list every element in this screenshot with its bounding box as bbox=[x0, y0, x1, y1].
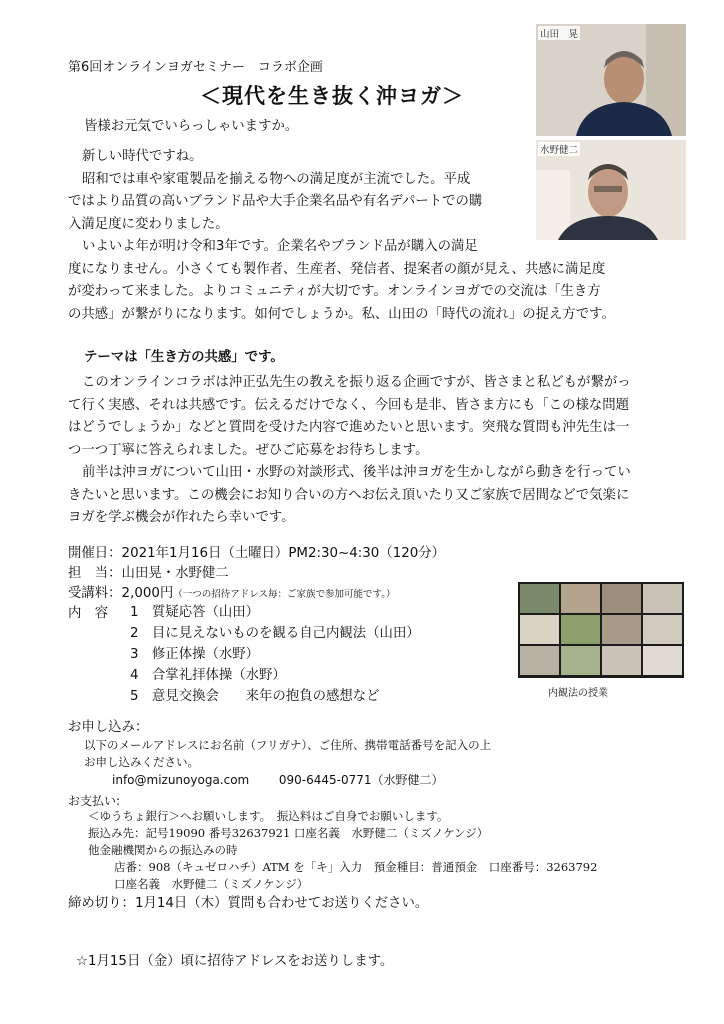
text-line: このオンラインコラボは沖正弘先生の教えを振り返る企画ですが、皆さまと私どもが繋がっ bbox=[82, 375, 631, 390]
text-line: いよいよ年が明け令和3年です。企業名やブランド品が購入の満足 bbox=[82, 239, 478, 254]
event-date: 開催日：2021年1月16日（土曜日）PM2:30~4:30（120分） bbox=[68, 546, 446, 561]
event-instructors: 担 当：山田晃・水野健二 bbox=[68, 566, 229, 581]
text-line: きたいと思います。この機会にお知り合いの方へお伝え頂いたり又ご家族で居間などで気楽に bbox=[68, 487, 630, 503]
fee-note: （一つの招待アドレス毎：ご家族で参加可能です。） bbox=[173, 589, 396, 600]
item-text: 修正体操（水野） bbox=[151, 647, 260, 662]
contents-label: 内 容 bbox=[68, 606, 109, 621]
contact-email[interactable]: info@mizunoyoga.com bbox=[112, 773, 250, 787]
text-line: 入満足度に変わりました。 bbox=[68, 216, 229, 232]
list-item bbox=[130, 665, 420, 686]
deadline: 締め切り：1月14日（木）質問も合わせてお送りください。 bbox=[68, 896, 429, 911]
video-tile bbox=[643, 615, 682, 644]
zoom-caption: 内観法の授業 bbox=[548, 688, 608, 699]
application-label: お申し込み： bbox=[68, 720, 149, 735]
list-item bbox=[130, 602, 420, 623]
theme-paragraph bbox=[68, 372, 631, 530]
text-line: 度になりません。小さくても製作者、生産者、発信者、提案者の顔が見え、共感に満足度 bbox=[68, 261, 606, 277]
text-line: て行く実感、それは共感です。伝えるだけでなく、今回も是非、皆さま方にも「この様な問題 bbox=[68, 397, 630, 413]
text-line: 以下のメールアドレスにお名前（フリガナ）、ご住所、携帯電話番号を記入の上 bbox=[84, 738, 492, 752]
photo-label-mizuno: 水野健二 bbox=[538, 142, 580, 156]
intro-paragraph-1 bbox=[68, 116, 298, 139]
video-tile bbox=[643, 584, 682, 613]
text-line: の共感」が繋がりになります。如何でしょうか。私、山田の「時代の流れ」の捉え方です。 bbox=[68, 306, 615, 322]
text-line: ヨガを学ぶ機会が作れたら幸いです。 bbox=[68, 510, 295, 525]
person-silhouette-icon bbox=[536, 24, 686, 136]
fee-value: 受講料：2,000円 bbox=[68, 586, 174, 601]
text-line: はどうでしょうか」などと質問を受けた内容で進めたいと思います。突飛な質問も沖先生は一 bbox=[68, 420, 630, 435]
theme-heading: テーマは「生き方の共感」です。 bbox=[84, 350, 284, 365]
photo-label-yamada: 山田 晃 bbox=[538, 26, 580, 40]
text-line: 口座名義 水野健二（ミズノケンジ） bbox=[114, 877, 309, 891]
text-line: ではより品質の高いブランド品や大手企業名品や有名デパートでの購 bbox=[68, 194, 483, 209]
contents-list bbox=[130, 602, 420, 707]
contact-phone: 090-6445-0771（水野健二） bbox=[278, 773, 444, 787]
payment-label: お支払い: bbox=[68, 794, 121, 808]
text-line: 店番：908（キュゼロハチ）ATM を「キ」入力 預金種目：普通預金 口座番号：3263792 bbox=[114, 860, 598, 874]
text-line: 他金融機関からの振込みの時 bbox=[88, 843, 238, 857]
text-line: 新しい時代ですね。 bbox=[82, 149, 203, 164]
item-text: 意見交換会 来年の抱負の感想など bbox=[151, 689, 380, 704]
text-line: ＜ゆうちょ銀行＞へお願いします。 振込料はご自身でお願いします。 bbox=[88, 809, 449, 823]
text-line: 振込み先：記号19090 番号32637921 口座名義 水野健二（ミズノケンジ） bbox=[88, 826, 489, 840]
intro-paragraph-2 bbox=[68, 146, 615, 326]
list-item bbox=[130, 644, 420, 665]
text-line: が変わって来ました。よりコミュニティが大切です。オンラインヨガでの交流は「生き方 bbox=[68, 284, 601, 299]
application-instructions bbox=[84, 737, 491, 771]
item-number: 4 bbox=[130, 668, 139, 683]
contact-info bbox=[112, 771, 444, 788]
item-text: 合掌礼拝体操（水野） bbox=[151, 668, 286, 683]
seminar-subtitle: 第6回オンラインヨガセミナー コラボ企画 bbox=[68, 60, 323, 75]
text-line: お申し込みください。 bbox=[84, 755, 199, 769]
text-line: 昭和では車や家電製品を揃える物への満足度が主流でした。平成 bbox=[82, 171, 471, 187]
video-tile bbox=[561, 646, 600, 675]
text-line: つ一つ丁寧に答えられました。ぜひご応募をお待ちします。 bbox=[68, 442, 429, 458]
video-tile bbox=[520, 615, 559, 644]
photo-yamada bbox=[536, 24, 686, 136]
video-tile bbox=[643, 646, 682, 675]
video-tile bbox=[561, 584, 600, 613]
video-tile bbox=[602, 646, 641, 675]
item-number: 3 bbox=[130, 647, 139, 662]
text-line: 前半は沖ヨガについて山田・水野の対談形式、後半は沖ヨガを生かしながら動きを行ってい bbox=[82, 465, 631, 480]
video-tile bbox=[602, 584, 641, 613]
item-number: 1 bbox=[130, 605, 139, 620]
payment-details bbox=[88, 808, 597, 893]
page-title: ＜現代を生き抜く沖ヨガ＞ bbox=[200, 84, 464, 108]
list-item bbox=[130, 623, 420, 644]
item-text: 質疑応答（山田） bbox=[151, 605, 260, 620]
list-item bbox=[130, 686, 420, 707]
item-number: 5 bbox=[130, 689, 139, 704]
zoom-gallery-image bbox=[518, 582, 684, 678]
video-tile bbox=[520, 584, 559, 613]
text-line: 皆様お元気でいらっしゃいますか。 bbox=[84, 119, 299, 134]
event-fee bbox=[68, 582, 396, 601]
video-tile bbox=[561, 615, 600, 644]
video-tile bbox=[602, 615, 641, 644]
item-text: 目に見えないものを観る自己内観法（山田） bbox=[151, 626, 420, 641]
video-tile bbox=[520, 646, 559, 675]
invitation-note: ☆1月15日（金）頃に招待アドレスをお送りします。 bbox=[76, 954, 394, 969]
item-number: 2 bbox=[130, 626, 139, 641]
